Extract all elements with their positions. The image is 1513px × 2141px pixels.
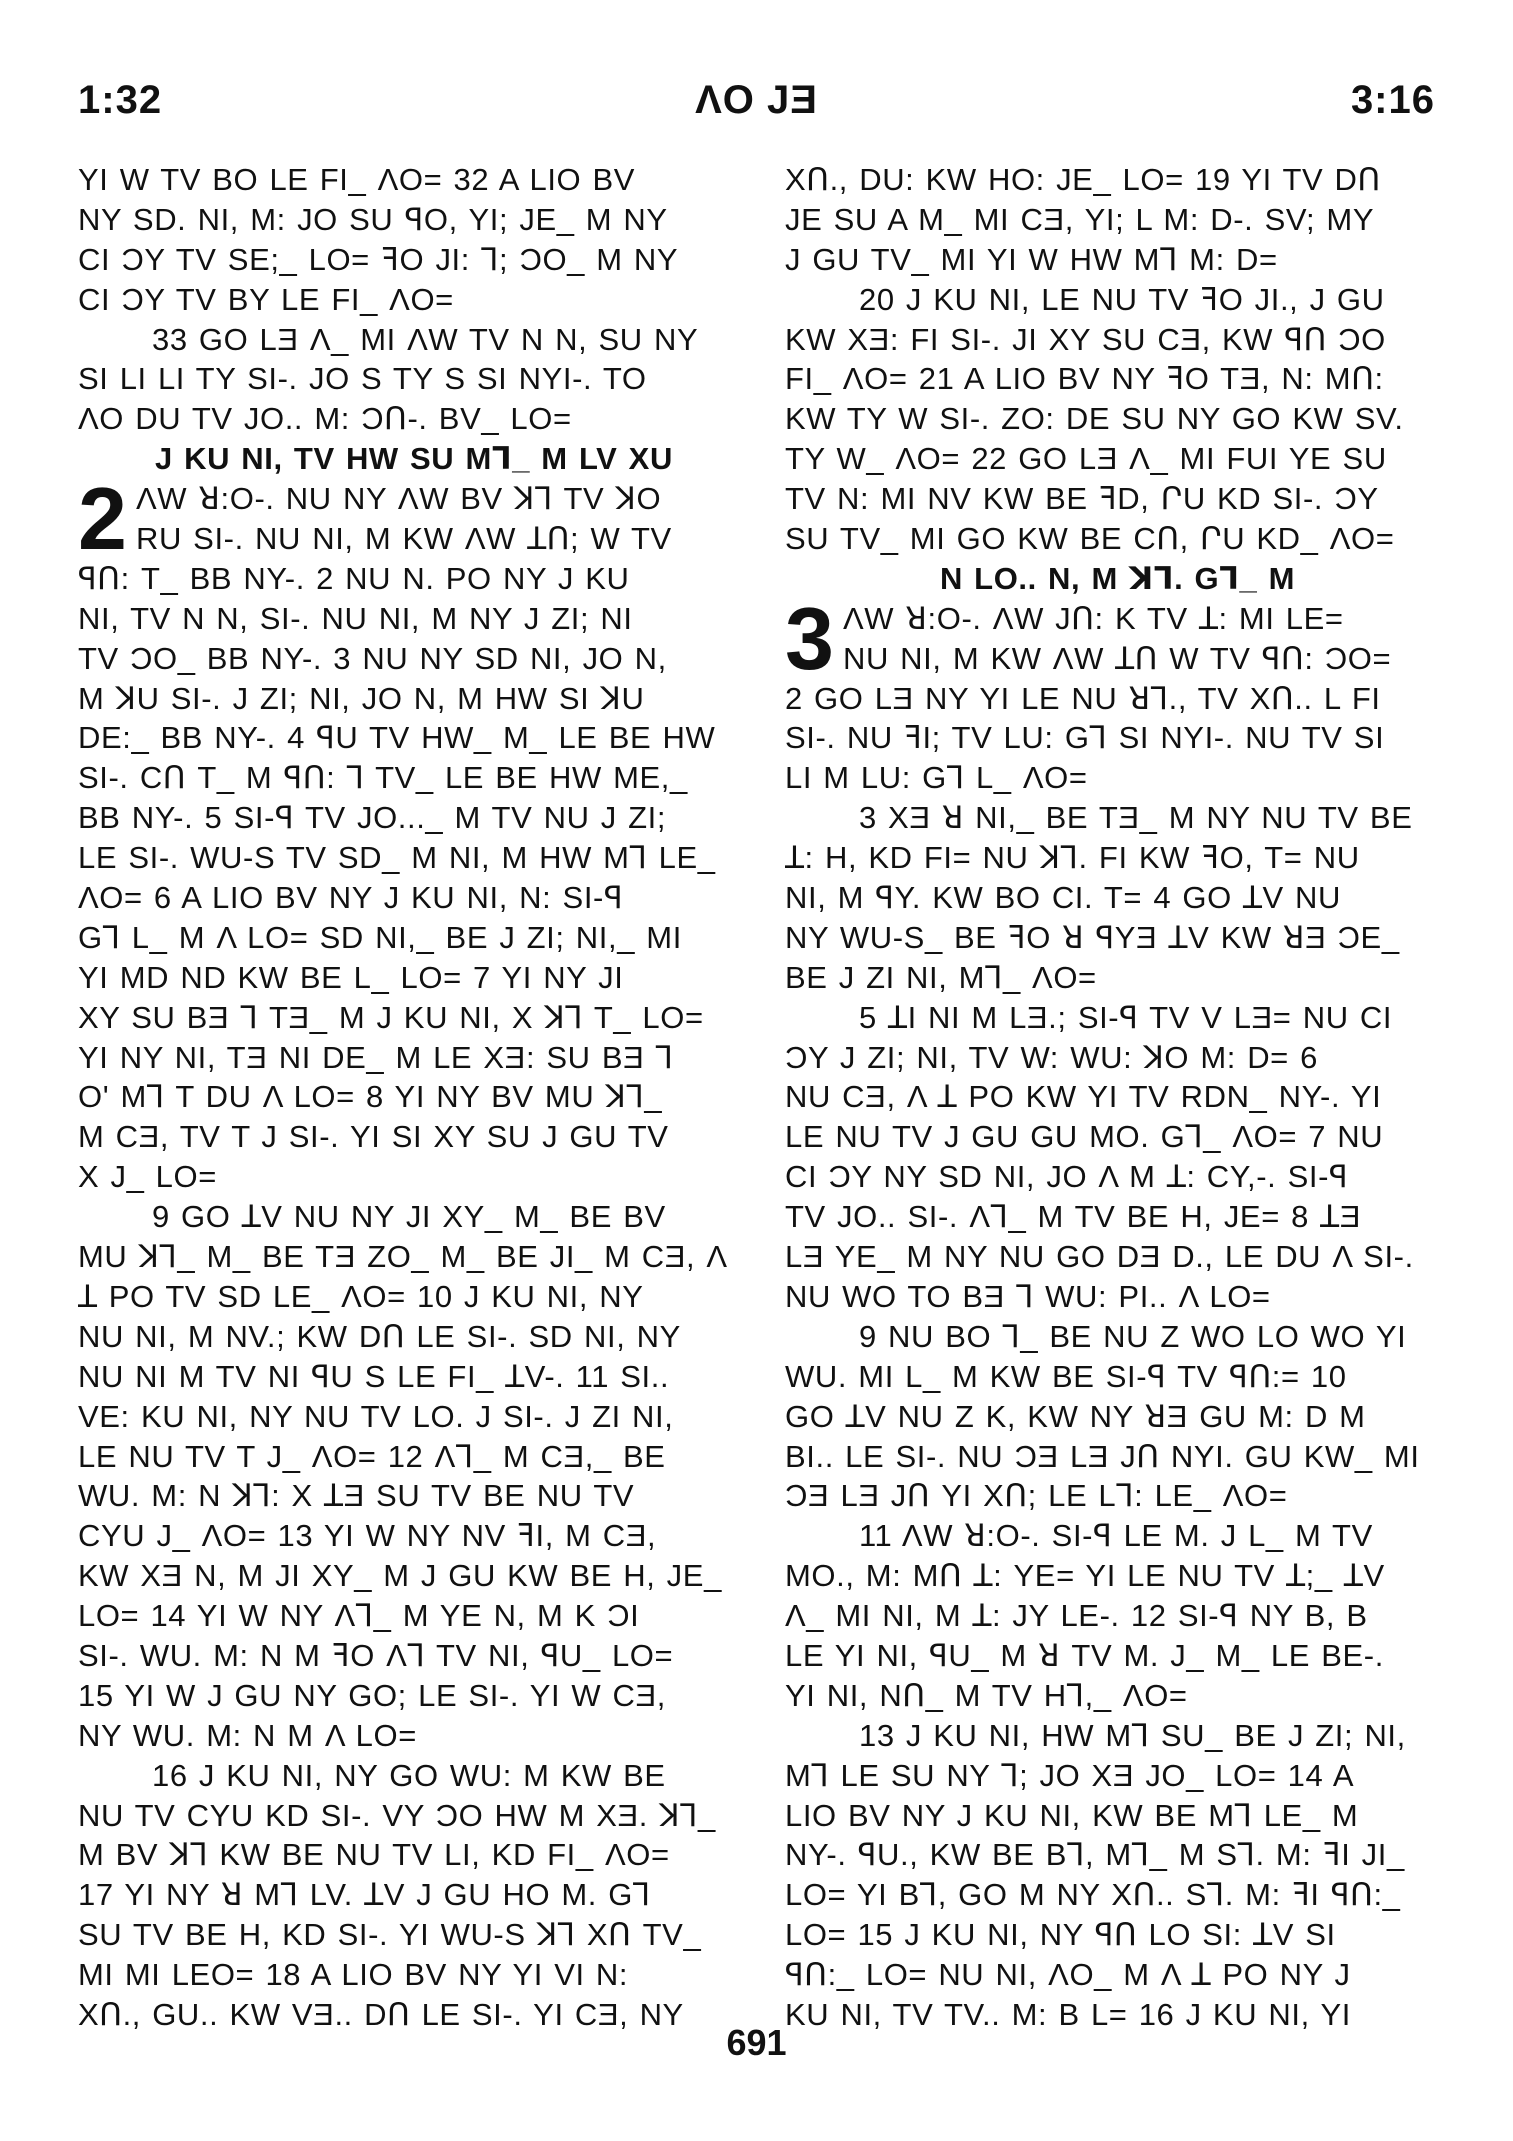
chapter-start [78, 469, 750, 569]
text-line: NY-. ꟼU., KW BE BꞀ, MꞀ_ M SꞀ. M: ꟻI JI_ [785, 1837, 1405, 1873]
text-line: MU ꓘꞀ_ M_ BE TƎ ZO_ M_ BE JI_ M CƎ, Λ [78, 1239, 728, 1275]
text-line: TV N: MI NV KW BE ꟻD, ՐU KD SI-. ƆY [785, 481, 1379, 517]
text-line: XY SU BƎ Ꞁ TƎ_ M J KU NI, X ꓘꞀ T_ LO= [78, 999, 704, 1035]
text-line: NU TV CYU KD SI-. VY ƆO HW M XƎ. ꓘꞀ_ [78, 1797, 716, 1833]
text-line: 20 J KU NI, LE NU TV ꟻO JI., J GU [859, 281, 1385, 317]
text-line: TY W_ ΛO= 22 GO LƎ Λ_ MI FUI YE SU [785, 441, 1387, 477]
text-line: NU NI, M NV.; KW DՈ LE SI-. SD NI, NY [78, 1318, 681, 1354]
text-line: TV JO.. SI-. ΛꞀ_ M TV BE H, JE= 8 ꓕƎ [785, 1199, 1361, 1235]
text-line: O' MꞀ T DU Λ LO= 8 YI NY BV MU ꓘꞀ_ [78, 1079, 663, 1115]
text-line: LƎ YE_ M NY NU GO DƎ D., LE DU Λ SI-. [785, 1239, 1414, 1275]
text-line: LI M LU: GꞀ L_ ΛO= [785, 760, 1088, 796]
text-line: 17 YI NY ꓤ MꞀ LV. ꓕV J GU HO M. GꞀ [78, 1877, 651, 1913]
text-line: KW XƎ N, M JI XY_ M J GU KW BE H, JE_ [78, 1558, 722, 1594]
text-line: TV ƆO_ BB NY-. 3 NU NY SD NI, JO N, [78, 640, 667, 676]
text-line: LIO BV NY J KU NI, KW BE MꞀ LE_ M [785, 1797, 1359, 1833]
text-line: NU NI, M KW ΛW ꓕՈ W TV ꟼՈ: ƆO= [843, 640, 1392, 676]
text-line: LO= YI BꞀ, GO M NY XՈ.. SꞀ. M: ꟻI ꟼՈ:_ [785, 1877, 1401, 1913]
text-line: ꓕ PO TV SD LE_ ΛO= 10 J KU NI, NY [78, 1278, 644, 1314]
text-line: NI, M ꟼY. KW BO CI. T= 4 GO ꓕV NU [785, 880, 1342, 916]
text-line: CI ƆY NY SD NI, JO Λ M ꓕ: CY,-. SI-ꟼ [785, 1159, 1349, 1195]
text-line: NU NI M TV NI ꟼU S LE FI_ ꓕV-. 11 SI.. [78, 1358, 670, 1394]
text-line: KU NI, TV TV.. M: B L= 16 J KU NI, YI [785, 1996, 1351, 2032]
text-line: 3 XƎ ꓤ NI,_ BE TƎ_ M NY NU TV BE [859, 800, 1413, 836]
text-line: YI NI, NՈ_ M TV HꞀ,_ ΛO= [785, 1677, 1188, 1713]
text-line: 9 NU BO Ꞁ_ BE NU Z WO LO WO YI [859, 1318, 1407, 1354]
text-line: 5 ꓕI NI M LƎ.; SI-ꟼ TV V LƎ= NU CI [859, 999, 1393, 1035]
text-line: NY WU-S_ BE ꟻO ꓤ ꟼYƎ ꓕV KW ꓤƎ ƆE_ [785, 919, 1400, 955]
text-line: KW TY W SI-. ZO: DE SU NY GO KW SV. [785, 401, 1404, 437]
text-line: BI.. LE SI-. NU ƆƎ LƎ JՈ NYI. GU KW_ MI [785, 1438, 1420, 1474]
text-line: LE SI-. WU-S TV SD_ M NI, M HW MꞀ LE_ [78, 840, 716, 876]
text-line: XՈ., DU: KW HO: JE_ LO= 19 YI TV DՈ [785, 162, 1381, 197]
text-line: X J_ LO= [78, 1159, 217, 1195]
text-line: 2 GO LƎ NY YI LE NU ꓤꞀ., TV XՈ.. L FI [785, 680, 1381, 716]
text-line: 9 GO ꓕV NU NY JI XY_ M_ BE BV [152, 1199, 666, 1235]
text-line: LE YI NI, ꟼU_ M ꓤ TV M. J_ M_ LE BE-. [785, 1637, 1384, 1673]
text-line: BE J ZI NI, MꞀ_ ΛO= [785, 959, 1097, 995]
header-book-title: ΛO JƎ [695, 78, 818, 122]
text-line: GꞀ L_ M Λ LO= SD NI,_ BE J ZI; NI,_ MI [78, 919, 682, 955]
text-line: ꟼՈ: T_ BB NY-. 2 NU N. PO NY J KU [78, 560, 630, 596]
text-line: LE NU TV J GU GU MO. GꞀ_ ΛO= 7 NU [785, 1119, 1384, 1155]
text-line: SI-. CՈ T_ M ꟼՈ: Ꞁ TV_ LE BE HW ME,_ [78, 760, 688, 796]
text-line: NY SD. NI, M: JO SU ꟼO, YI; JE_ M NY [78, 201, 668, 237]
text-line: M BV ꓘꞀ KW BE NU TV LI, KD FI_ ΛO= [78, 1837, 670, 1873]
text-line: SU TV BE H, KD SI-. YI WU-S ꓘꞀ XՈ TV_ [78, 1917, 702, 1953]
text-line: MꞀ LE SU NY Ꞁ; JO XƎ JO_ LO= 14 A [785, 1757, 1355, 1793]
text-line: SI-. NU ꟻI; TV LU: GꞀ SI NYI-. NU TV SI [785, 720, 1385, 756]
header-chapter-verse-end: 3:16 [1350, 78, 1435, 122]
text-line: WU. M: N ꓘꞀ: X ꓕƎ SU TV BE NU TV [78, 1478, 635, 1514]
page-number: 691 [726, 2022, 787, 2063]
text-line: RU SI-. NU NI, M KW ΛW ꓕՈ; W TV [136, 521, 672, 557]
text-line: 16 J KU NI, NY GO WU: M KW BE [152, 1757, 666, 1793]
text-line: ƆƎ LƎ JՈ YI XՈ; LE LꞀ: LE_ ΛO= [785, 1478, 1288, 1514]
text-line: MO., M: MՈ ꓕ: YE= YI LE NU TV ꓕ;_ ꓕV [785, 1558, 1385, 1594]
text-line: WU. MI L_ M KW BE SI-ꟼ TV ꟼՈ:= 10 [785, 1358, 1347, 1394]
text-line: SI-. WU. M: N M ꟻO ΛꞀ TV NI, ꟼU_ LO= [78, 1637, 674, 1673]
text-line: ƆY J ZI; NI, TV W: WU: ꓘO M: D= 6 [785, 1039, 1318, 1075]
text-line: SU TV_ MI GO KW BE CՈ, ՐU KD_ ΛO= [785, 521, 1395, 557]
text-line: MI MI LEO= 18 A LIO BV NY YI VI N: [78, 1957, 629, 1993]
text-line: ΛO DU TV JO.. M: ƆՈ-. BV_ LO= [78, 401, 572, 437]
text-line: 13 J KU NI, HW MꞀ SU_ BE J ZI; NI, [859, 1717, 1406, 1753]
text-line: M ꓘU SI-. J ZI; NI, JO N, M HW SI ꓘU [78, 680, 645, 716]
text-line: 15 YI W J GU NY GO; LE SI-. YI W CƎ, [78, 1677, 666, 1713]
text-line: M CƎ, TV T J SI-. YI SI XY SU J GU TV [78, 1119, 669, 1155]
text-line: NI, TV N N, SI-. NU NI, M NY J ZI; NI [78, 600, 633, 636]
text-line: VE: KU NI, NY NU TV LO. J SI-. J ZI NI, [78, 1398, 674, 1434]
text-line: YI NY NI, TƎ NI DE_ M LE XƎ: SU BƎ Ꞁ [78, 1039, 674, 1075]
text-line: ꟼՈ:_ LO= NU NI, ΛO_ M Λ ꓕ PO NY J [785, 1957, 1351, 1993]
chapter-start [785, 588, 1450, 688]
text-line: ꓕ: H, KD FI= NU ꓘꞀ. FI KW ꟻO, T= NU [785, 840, 1360, 876]
left-text-column [78, 160, 750, 2035]
text-line: 11 ΛW ꓤ:O-. SI-ꟼ LE M. J L_ M TV [859, 1518, 1373, 1554]
text-line: LO= 14 YI W NY ΛꞀ_ M YE N, M K ƆI [78, 1598, 640, 1634]
text-line: ΛW ꓤ:O-. ΛW JՈ: K TV ꓕ: MI LE= [843, 600, 1344, 636]
text-line: YI MD ND KW BE L_ LO= 7 YI NY JI [78, 959, 624, 995]
text-line: KW XƎ: FI SI-. JI XY SU CƎ, KW ꟼՈ ƆO [785, 321, 1386, 357]
text-line: SI LI LI TY SI-. JO S TY S SI NYI-. TO [78, 361, 647, 397]
chapter-number: 2 [78, 469, 128, 569]
text-line: ΛW ꓤ:O-. NU NY ΛW BV ꓘꞀ TV ꓘO [136, 481, 662, 517]
chapter-number: 3 [785, 588, 835, 688]
text-line: ΛO= 6 A LIO BV NY J KU NI, N: SI-ꟼ [78, 880, 624, 916]
text-line: GO ꓕV NU Z K, KW NY ꓤƎ GU M: D M [785, 1398, 1366, 1434]
text-line: J GU TV_ MI YI W HW MꞀ M: D= [785, 241, 1278, 277]
text-line: CI ƆY TV BY LE FI_ ΛO= [78, 281, 454, 317]
text-line: DE:_ BB NY-. 4 ꟼU TV HW_ M_ LE BE HW [78, 720, 716, 756]
header-chapter-verse-start: 1:32 [78, 78, 163, 122]
text-line: NU CƎ, Λ ꓕ PO KW YI TV RDN_ NY-. YI [785, 1079, 1382, 1115]
text-line: CYU J_ ΛO= 13 YI W NY NV ꟻI, M CƎ, [78, 1518, 657, 1554]
text-line: YI W TV BO LE FI_ ΛO= 32 A LIO BV [78, 162, 636, 197]
text-line: CI ƆY TV SE;_ LO= ꟻO JI: Ꞁ; ƆO_ M NY [78, 241, 679, 277]
section-heading: J KU NI, TV HW SU MꞀ_ M LV XU [155, 441, 673, 477]
text-line: LE NU TV T J_ ΛO= 12 ΛꞀ_ M CƎ,_ BE [78, 1438, 666, 1474]
text-line: BB NY-. 5 SI-ꟼ TV JO..._ M TV NU J ZI; [78, 800, 667, 836]
text-line: XՈ., GU.. KW VƎ.. DՈ LE SI-. YI CƎ, NY [78, 1996, 684, 2032]
text-line: FI_ ΛO= 21 A LIO BV NY ꟻO TƎ, N: MՈ: [785, 361, 1384, 397]
text-line: LO= 15 J KU NI, NY ꟼՈ LO SI: ꓕV SI [785, 1917, 1336, 1953]
section-heading: N LO.. N, M ꓘꞀ. GꞀ_ M [939, 560, 1296, 596]
text-line: 33 GO LƎ Λ_ MI ΛW TV N N, SU NY [152, 321, 699, 357]
right-text-column [785, 160, 1450, 2035]
text-line: NY WU. M: N M Λ LO= [78, 1717, 417, 1753]
text-line: Λ_ MI NI, M ꓕ: JY LE-. 12 SI-ꟼ NY B, B [785, 1598, 1368, 1634]
text-line: NU WO TO BƎ Ꞁ WU: PI.. Λ LO= [785, 1278, 1271, 1314]
text-line: JE SU A M_ MI CƎ, YI; L M: D-. SV; MY [785, 201, 1375, 237]
